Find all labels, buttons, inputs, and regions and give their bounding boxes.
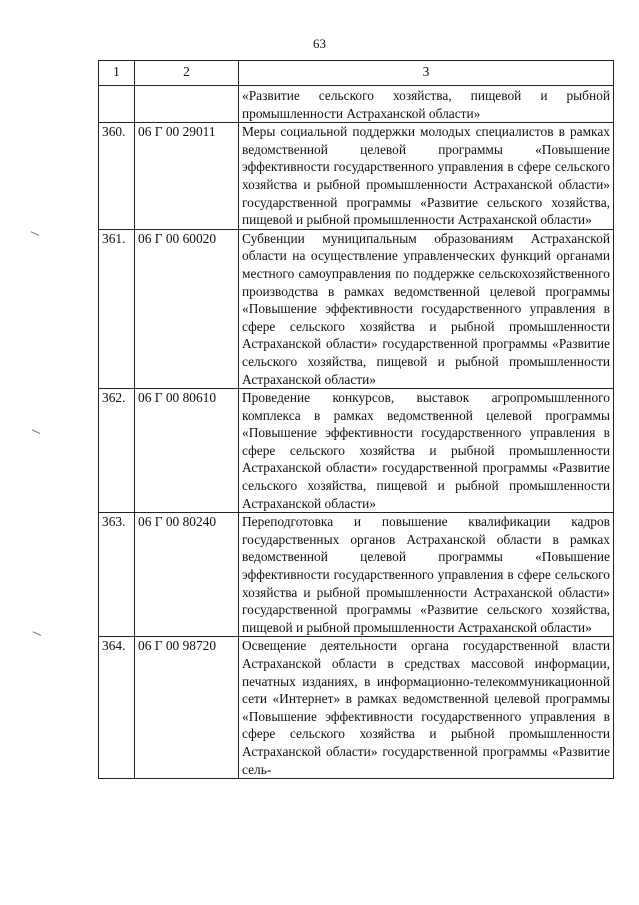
budget-classification-table [98, 60, 614, 779]
margin-mark [30, 231, 39, 238]
row-number: 361. [99, 229, 135, 388]
row-number: 360. [99, 123, 135, 230]
row-description: Субвенции муниципальным образованиям Астраханской области на осуществление управленческих функций органами местного самоуправления по поддержке сельскохозяйственного производства в рамках ведомственной целевой программы «Повышение эффективности государственного управления в сфере сельского хозяйства и рыбной промышленности Астраханской области» государственной программы «Развитие сельского хозяйства, пищевой и рыбной промышленности Астраханской области» [239, 229, 614, 388]
table-row [99, 637, 614, 779]
table-row [99, 123, 614, 230]
row-description: «Развитие сельского хозяйства, пищевой и рыбной промышленности Астраханской области» [239, 86, 614, 123]
row-description: Меры социальной поддержки молодых специалистов в рамках ведомственной целевой программы «Повышение эффективности государственного управления в сфере сельского хозяйства и рыбной промышленности Астраханской области» государственной программы «Развитие сельского хозяйства, пищевой и рыбной промышленности Астраханской области» [239, 123, 614, 230]
margin-mark [31, 429, 40, 436]
row-description: Проведение конкурсов, выставок агропромышленного комплекса в рамках ведомственной целевой программы «Повышение эффективности государственного управления в сфере сельского хозяйства и рыбной промышленности Астраханской области» государственной программы «Развитие сельского хозяйства, пищевой и рыбной промышленности Астраханской области» [239, 389, 614, 513]
margin-mark [32, 631, 41, 638]
row-number: 364. [99, 637, 135, 779]
row-code: 06 Г 00 80610 [135, 389, 239, 513]
row-code: 06 Г 00 29011 [135, 123, 239, 230]
row-description: Освещение деятельности органа государственной власти Астраханской области в средствах массовой информации, печатных изданиях, в информационно-телекоммуникационной сети «Интернет» в рамках ведомственной целевой программы «Повышение эффективности государственного управления в сфере сельского хозяйства и рыбной промышленности Астраханской области» государственной программы «Развитие сель- [239, 637, 614, 779]
row-number: 363. [99, 513, 135, 637]
row-description: Переподготовка и повышение квалификации кадров государственных органов Астраханской области в рамках ведомственной целевой программы «Повышение эффективности государственного управления в сфере сельского хозяйства и рыбной промышленности Астраханской области» государственной программы «Развитие сельского хозяйства, пищевой и рыбной промышленности Астраханской области» [239, 513, 614, 637]
row-code: 06 Г 00 60020 [135, 229, 239, 388]
column-header-code: 2 [135, 61, 239, 86]
row-code [135, 86, 239, 123]
table-header-row [99, 61, 614, 86]
row-number [99, 86, 135, 123]
column-header-number: 1 [99, 61, 135, 86]
row-code: 06 Г 00 80240 [135, 513, 239, 637]
column-header-description: 3 [239, 61, 614, 86]
table-row [99, 229, 614, 388]
table-row [99, 513, 614, 637]
page-number: 63 [313, 36, 326, 51]
table-row [99, 86, 614, 123]
table-row [99, 389, 614, 513]
row-number: 362. [99, 389, 135, 513]
row-code: 06 Г 00 98720 [135, 637, 239, 779]
